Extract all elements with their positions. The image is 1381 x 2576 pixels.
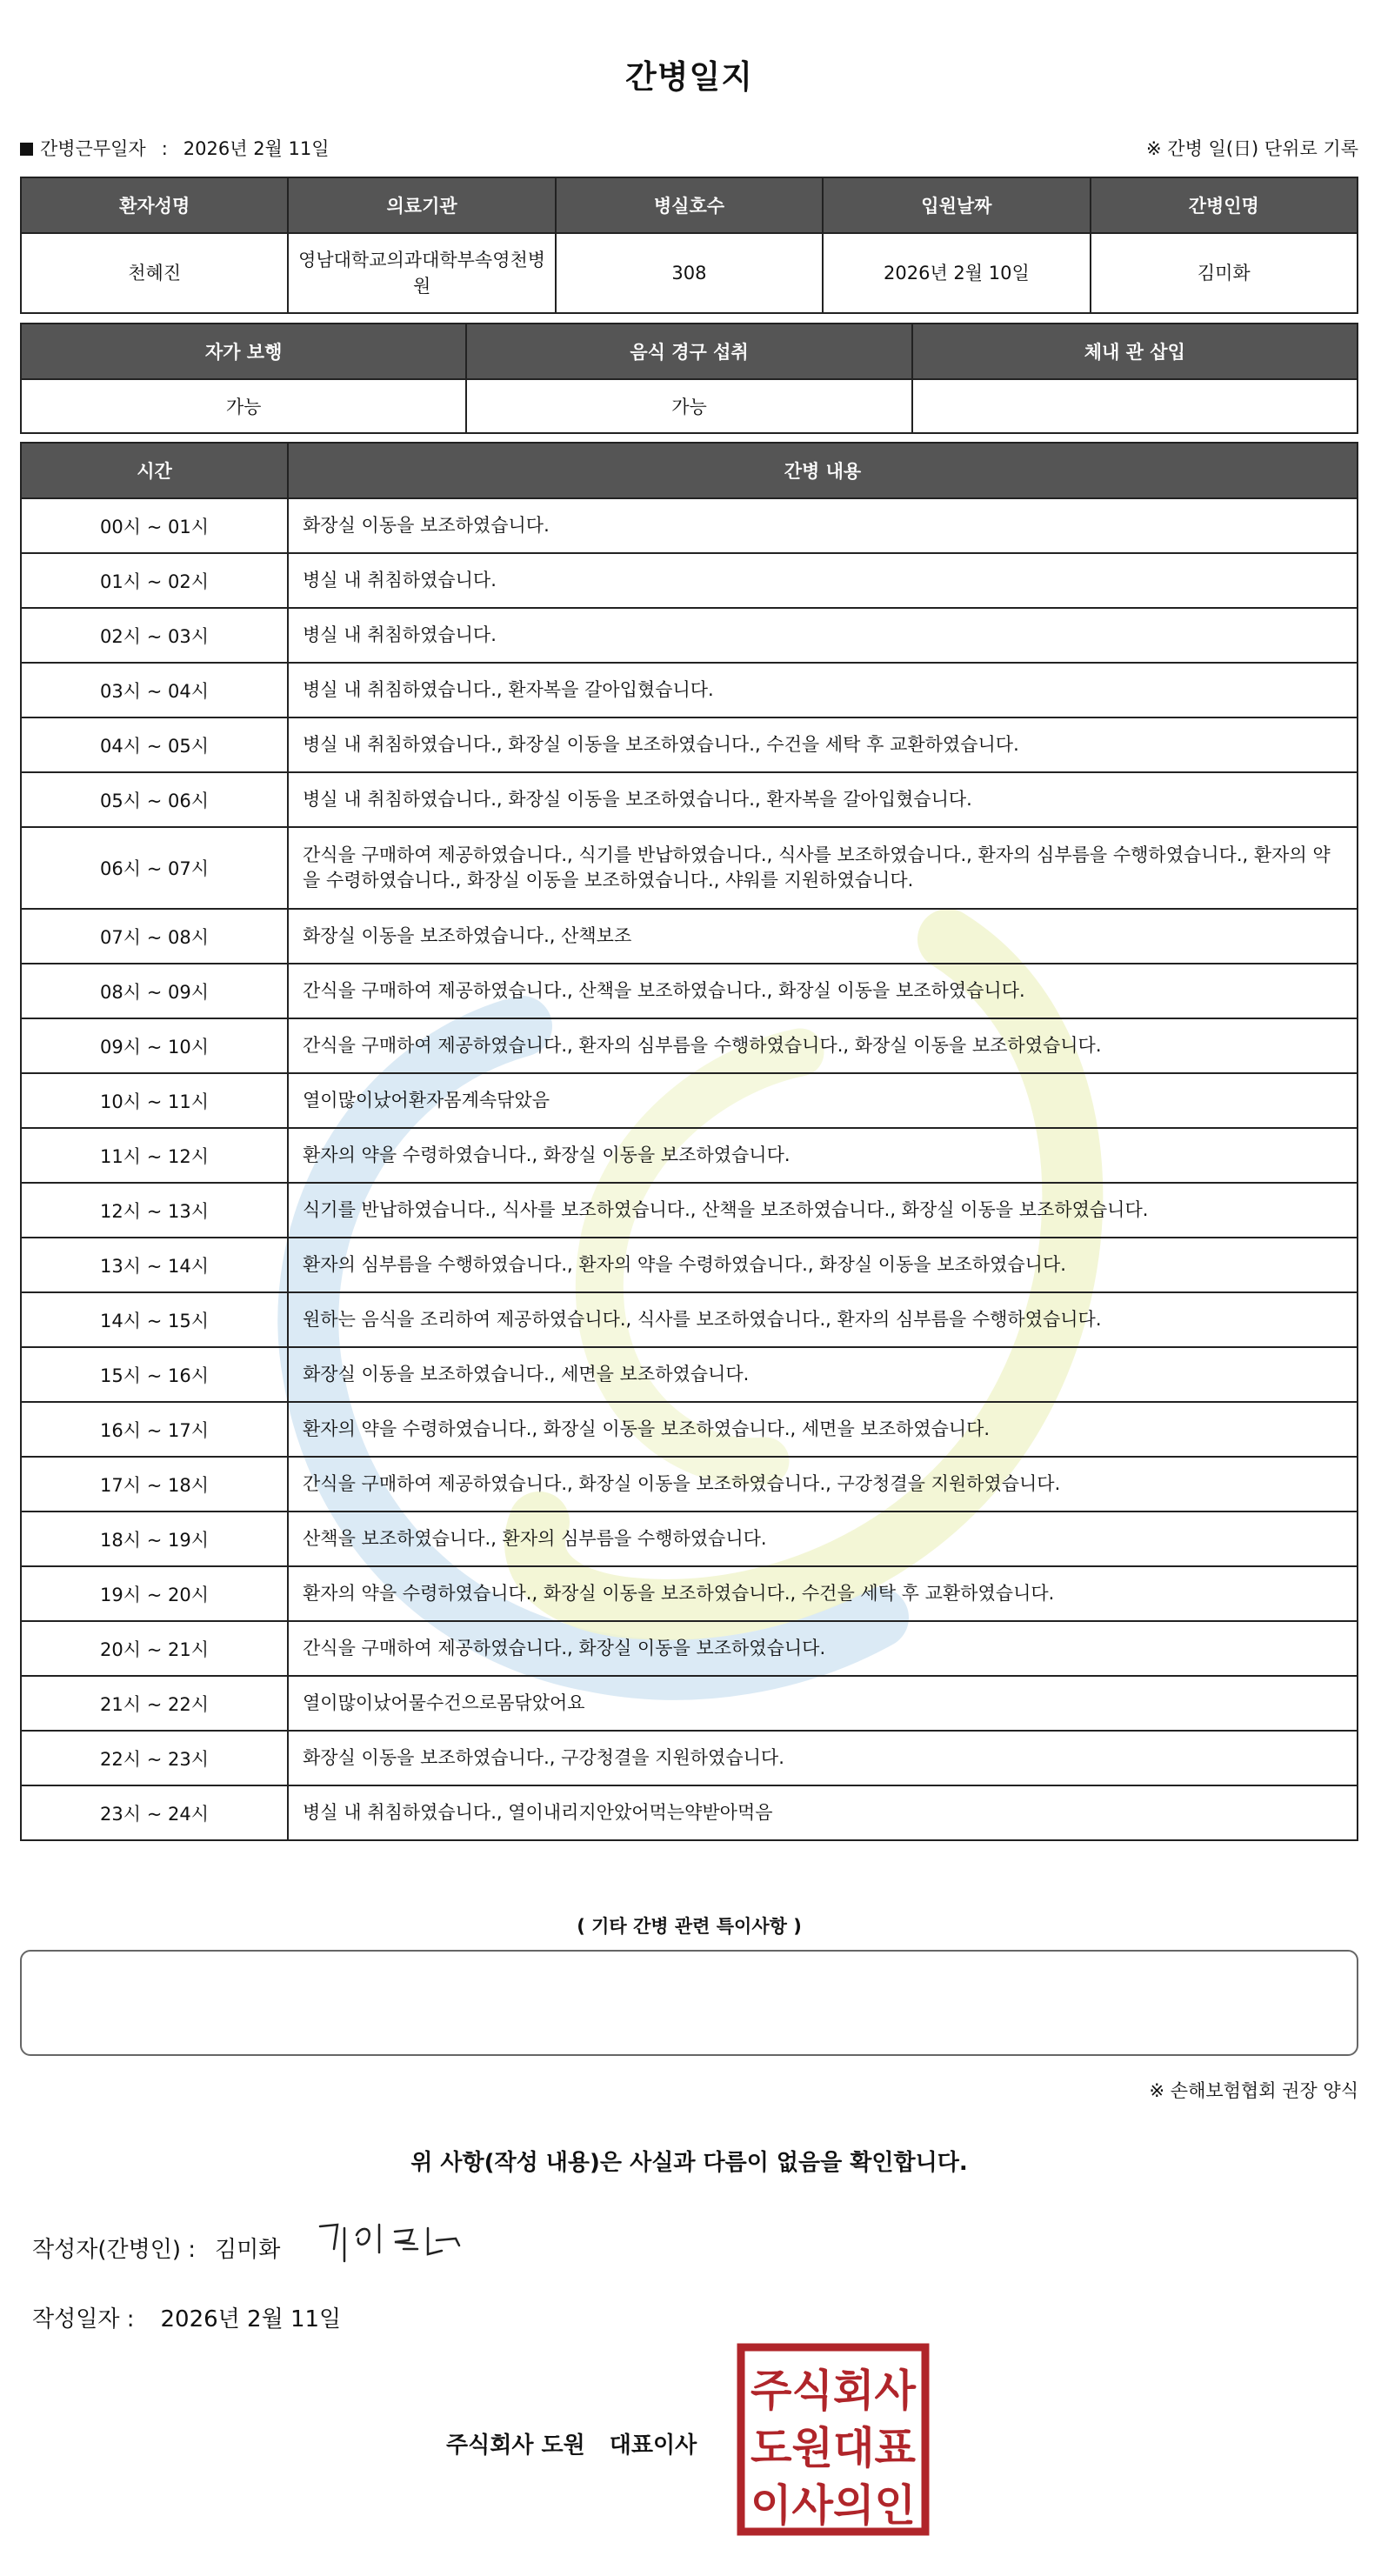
header-caregiver: 간병인명: [1091, 177, 1358, 233]
patient-name: 천혜진: [21, 233, 288, 313]
content-cell: 병실 내 취침하였습니다.: [288, 608, 1358, 663]
content-cell: 간식을 구매하여 제공하였습니다., 화장실 이동을 보조하였습니다.: [288, 1621, 1358, 1676]
time-cell: 16시 ~ 17시: [21, 1402, 288, 1457]
confirmation-statement: 위 사항(작성 내용)은 사실과 다름이 없음을 확인합니다.: [410, 2150, 968, 2176]
seal-text-line-3: 이사의인: [751, 2480, 916, 2531]
caregiver-name: 김미화: [1091, 233, 1358, 313]
content-cell: 병실 내 취침하였습니다., 열이내리지안았어먹는약받아먹음: [288, 1785, 1358, 1840]
time-cell: 07시 ~ 08시: [21, 909, 288, 964]
table-row: [21, 909, 1358, 964]
content-cell: 병실 내 취침하였습니다.: [288, 553, 1358, 608]
time-cell: 06시 ~ 07시: [21, 827, 288, 909]
time-cell: 14시 ~ 15시: [21, 1292, 288, 1347]
time-cell: 05시 ~ 06시: [21, 772, 288, 827]
table-row: [21, 1566, 1358, 1621]
table-row: [21, 663, 1358, 717]
status-header-row: [21, 324, 1358, 379]
table-row: [21, 1183, 1358, 1238]
oral-intake-value: 가능: [466, 379, 911, 433]
time-cell: 19시 ~ 20시: [21, 1566, 288, 1621]
content-cell: 화장실 이동을 보조하였습니다., 세면을 보조하였습니다.: [288, 1347, 1358, 1402]
content-cell: 환자의 심부름을 수행하였습니다., 환자의 약을 수령하였습니다., 화장실 이동을 보조하였습니다.: [288, 1238, 1358, 1292]
content-cell: 병실 내 취침하였습니다., 화장실 이동을 보조하였습니다., 환자복을 갈아입혔습니다.: [288, 772, 1358, 827]
table-row: [21, 553, 1358, 608]
content-cell: 간식을 구매하여 제공하였습니다., 환자의 심부름을 수행하였습니다., 화장실 이동을 보조하였습니다.: [288, 1018, 1358, 1073]
work-date-value: 2026년 2월 11일: [183, 138, 330, 159]
table-row: [21, 1073, 1358, 1128]
table-row: [21, 717, 1358, 772]
content-cell: 간식을 구매하여 제공하였습니다., 식기를 반납하였습니다., 식사를 보조하였습니다., 환자의 심부름을 수행하였습니다., 환자의 약을 수령하였습니다., 화장실 이동을 보조하였습니다., 샤워를 지원하였습니다.: [288, 827, 1358, 909]
writer-line: [32, 2232, 280, 2264]
table-row: [21, 1347, 1358, 1402]
content-cell: 화장실 이동을 보조하였습니다., 산책보조: [288, 909, 1358, 964]
time-cell: 03시 ~ 04시: [21, 663, 288, 717]
self-walking-value: 가능: [21, 379, 466, 433]
time-cell: 23시 ~ 24시: [21, 1785, 288, 1840]
header-care-content: 간병 내용: [288, 443, 1358, 498]
content-cell: 환자의 약을 수령하였습니다., 화장실 이동을 보조하였습니다.: [288, 1128, 1358, 1183]
header-tube-insertion: 체내 관 삽입: [912, 324, 1358, 379]
meta-row: [20, 135, 1358, 161]
header-patient-name: 환자성명: [21, 177, 288, 233]
time-cell: 13시 ~ 14시: [21, 1238, 288, 1292]
content-cell: 간식을 구매하여 제공하였습니다., 산책을 보조하였습니다., 화장실 이동을 보조하였습니다.: [288, 964, 1358, 1018]
table-row: [21, 1018, 1358, 1073]
time-cell: 12시 ~ 13시: [21, 1183, 288, 1238]
patient-status-table: [20, 323, 1358, 434]
table-row: [21, 827, 1358, 909]
header-admission-date: 입원날짜: [823, 177, 1090, 233]
seal-text-line-2: 도원대표: [751, 2423, 917, 2473]
handwritten-signature: [311, 2216, 485, 2268]
status-value-row: [21, 379, 1358, 433]
tube-insertion-value: [912, 379, 1358, 433]
patient-info-value-row: [21, 233, 1358, 313]
table-row: [21, 1785, 1358, 1840]
time-cell: 22시 ~ 23시: [21, 1731, 288, 1785]
patient-info-table: [20, 177, 1358, 314]
hourly-care-log-table: [20, 442, 1358, 1841]
time-cell: 01시 ~ 02시: [21, 553, 288, 608]
table-row: [21, 608, 1358, 663]
document-title: 간병일지: [625, 58, 753, 96]
table-row: [21, 772, 1358, 827]
recommend-form-note: ※ 손해보험협회 권장 양식: [1149, 2080, 1358, 2101]
company-line: [446, 2427, 697, 2459]
content-cell: 환자의 약을 수령하였습니다., 화장실 이동을 보조하였습니다., 수건을 세탁 후 교환하였습니다.: [288, 1566, 1358, 1621]
work-date-separator: :: [161, 138, 168, 159]
special-notes-box: [20, 1950, 1358, 2056]
content-cell: 화장실 이동을 보조하였습니다.: [288, 498, 1358, 553]
company-seal-stamp: [737, 2343, 930, 2536]
content-cell: 병실 내 취침하였습니다., 화장실 이동을 보조하였습니다., 수건을 세탁 후 교환하였습니다.: [288, 717, 1358, 772]
table-row: [21, 1292, 1358, 1347]
content-cell: 원하는 음식을 조리하여 제공하였습니다., 식사를 보조하였습니다., 환자의 심부름을 수행하였습니다.: [288, 1292, 1358, 1347]
table-row: [21, 1621, 1358, 1676]
written-date-label: 작성일자 :: [32, 2306, 135, 2332]
time-cell: 02시 ~ 03시: [21, 608, 288, 663]
content-cell: 화장실 이동을 보조하였습니다., 구강청결을 지원하였습니다.: [288, 1731, 1358, 1785]
writer-name: 김미화: [215, 2237, 281, 2263]
written-date-value: 2026년 2월 11일: [160, 2306, 342, 2332]
room-number: 308: [556, 233, 823, 313]
log-header-row: [21, 443, 1358, 498]
content-cell: 병실 내 취침하였습니다., 환자복을 갈아입혔습니다.: [288, 663, 1358, 717]
header-oral-intake: 음식 경구 섭취: [466, 324, 911, 379]
time-cell: 15시 ~ 16시: [21, 1347, 288, 1402]
content-cell: 산책을 보조하였습니다., 환자의 심부름을 수행하였습니다.: [288, 1512, 1358, 1566]
time-cell: 18시 ~ 19시: [21, 1512, 288, 1566]
table-row: [21, 1402, 1358, 1457]
time-cell: 04시 ~ 05시: [21, 717, 288, 772]
table-row: [21, 498, 1358, 553]
admission-date: 2026년 2월 10일: [823, 233, 1090, 313]
table-row: [21, 1676, 1358, 1731]
content-cell: 식기를 반납하였습니다., 식사를 보조하였습니다., 산책을 보조하였습니다., 화장실 이동을 보조하였습니다.: [288, 1183, 1358, 1238]
square-bullet-icon: [20, 143, 33, 156]
representative-title: 대표이사: [609, 2433, 697, 2459]
time-cell: 08시 ~ 09시: [21, 964, 288, 1018]
header-hospital: 의료기관: [288, 177, 555, 233]
table-row: [21, 1512, 1358, 1566]
writer-label: 작성자(간병인) :: [32, 2237, 197, 2263]
work-date: [20, 135, 330, 161]
header-time: 시간: [21, 443, 288, 498]
content-cell: 열이많이났어물수건으로몸닦았어요: [288, 1676, 1358, 1731]
written-date-line: [32, 2301, 341, 2333]
table-row: [21, 964, 1358, 1018]
header-self-walking: 자가 보행: [21, 324, 466, 379]
special-notes-title: ( 기타 간병 관련 특이사항 ): [577, 1916, 802, 1937]
time-cell: 17시 ~ 18시: [21, 1457, 288, 1512]
content-cell: 환자의 약을 수령하였습니다., 화장실 이동을 보조하였습니다., 세면을 보조하였습니다.: [288, 1402, 1358, 1457]
time-cell: 10시 ~ 11시: [21, 1073, 288, 1128]
time-cell: 21시 ~ 22시: [21, 1676, 288, 1731]
table-row: [21, 1457, 1358, 1512]
patient-info-header-row: [21, 177, 1358, 233]
unit-note: ※ 간병 일(日) 단위로 기록: [1146, 138, 1358, 159]
header-room: 병실호수: [556, 177, 823, 233]
time-cell: 09시 ~ 10시: [21, 1018, 288, 1073]
content-cell: 열이많이났어환자몸계속닦았음: [288, 1073, 1358, 1128]
hospital-name: 영남대학교의과대학부속영천병원: [288, 233, 555, 313]
company-name: 주식회사 도원: [446, 2433, 585, 2459]
table-row: [21, 1238, 1358, 1292]
table-row: [21, 1128, 1358, 1183]
time-cell: 20시 ~ 21시: [21, 1621, 288, 1676]
work-date-label: 간병근무일자: [40, 138, 146, 159]
seal-text-line-1: 주식회사: [751, 2366, 917, 2416]
table-row: [21, 1731, 1358, 1785]
content-cell: 간식을 구매하여 제공하였습니다., 화장실 이동을 보조하였습니다., 구강청결을 지원하였습니다.: [288, 1457, 1358, 1512]
time-cell: 00시 ~ 01시: [21, 498, 288, 553]
time-cell: 11시 ~ 12시: [21, 1128, 288, 1183]
